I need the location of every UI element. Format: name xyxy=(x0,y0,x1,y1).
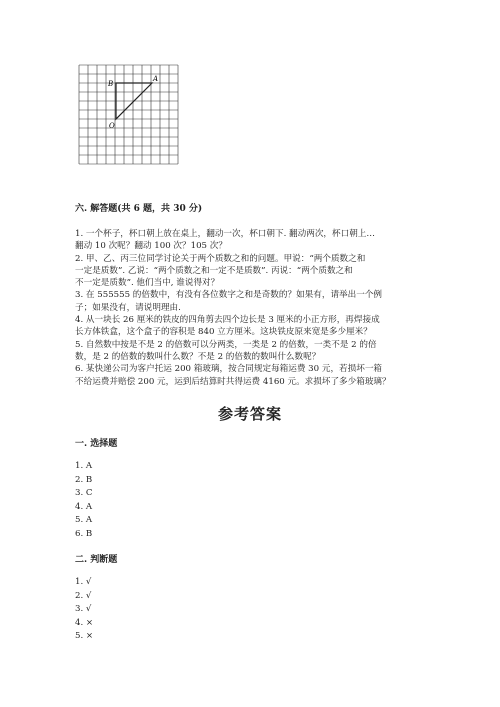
problem-line: 翻动 10 次呢？翻动 100 次？105 次？ xyxy=(75,241,227,252)
section-6-title: 六. 解答题(共 6 题，共 30 分) xyxy=(75,204,203,214)
problem-line: 不给运费并赔偿 200 元，运到后结算时共得运费 4160 元。求损坏了多少箱玻璃？ xyxy=(75,376,391,387)
judge-answer: 4. × xyxy=(75,617,94,628)
problem-line: 子；如果没有，请说明理由. xyxy=(75,302,181,313)
problem-line: 3. 在 555555 的倍数中，有没有各位数字之和是奇数的？如果有，请举出一个例 xyxy=(75,290,383,301)
judge-answer: 2. √ xyxy=(75,590,92,601)
answer-key-title: 参考答案 xyxy=(217,405,282,423)
label-b: B xyxy=(108,80,114,88)
choice-answer: 3. C xyxy=(75,488,93,499)
problem-line: 一定是质数”. 乙说：“两个质数之和一定不是质数”. 丙说：“两个质数之和 xyxy=(75,265,353,276)
problem-line: 4. 从一块长 26 厘米的铁皮的四角剪去四个边长是 3 厘米的小正方形，再焊接成 xyxy=(75,315,380,326)
choice-answer: 1. A xyxy=(75,461,93,471)
choice-answer: 4. A xyxy=(75,501,93,512)
problem-line: 1. 一个杯子，杯口朝上放在桌上，翻动一次，杯口朝下. 翻动两次，杯口朝上… xyxy=(75,229,375,239)
judge-answer: 5. × xyxy=(75,631,94,642)
label-o: O xyxy=(109,122,115,130)
problem-line: 5. 自然数中按是不是 2 的倍数可以分两类，一类是 2 的倍数，一类不是 2 的倍 xyxy=(75,339,377,350)
problem-line: 6. 某快递公司为客户托运 200 箱玻璃，按合同规定每箱运费 30 元，若损坏一箱 xyxy=(75,364,383,375)
problem-line: 不一定是质数”. 他们当中, 谁说得对？ xyxy=(75,278,220,289)
label-a: A xyxy=(153,75,159,83)
judge-answer: 3. √ xyxy=(75,604,92,615)
choice-answer: 2. B xyxy=(75,474,93,485)
grid-figure xyxy=(78,64,180,166)
choice-answer-list xyxy=(75,460,93,542)
choice-answer: 5. A xyxy=(75,515,93,526)
judge-section-title: 二. 判断题 xyxy=(75,555,118,565)
problem-line: 长方体铁盒，这个盒子的容积是 840 立方厘米。这块铁皮原来宽是多少厘米？ xyxy=(75,327,372,338)
judge-answer-list xyxy=(75,576,93,644)
problem-line: 数，是 2 的倍数的数叫什么数？不是 2 的倍数的数叫什么数呢？ xyxy=(75,351,321,362)
problem-list xyxy=(75,228,435,388)
problem-line: 2. 甲、乙、丙三位同学讨论关于两个质数之和的问题。甲说：“两个质数之和 xyxy=(75,253,366,264)
choice-section-title: 一. 选择题 xyxy=(75,439,118,449)
choice-answer: 6. B xyxy=(75,528,93,539)
judge-answer: 1. √ xyxy=(75,577,92,587)
